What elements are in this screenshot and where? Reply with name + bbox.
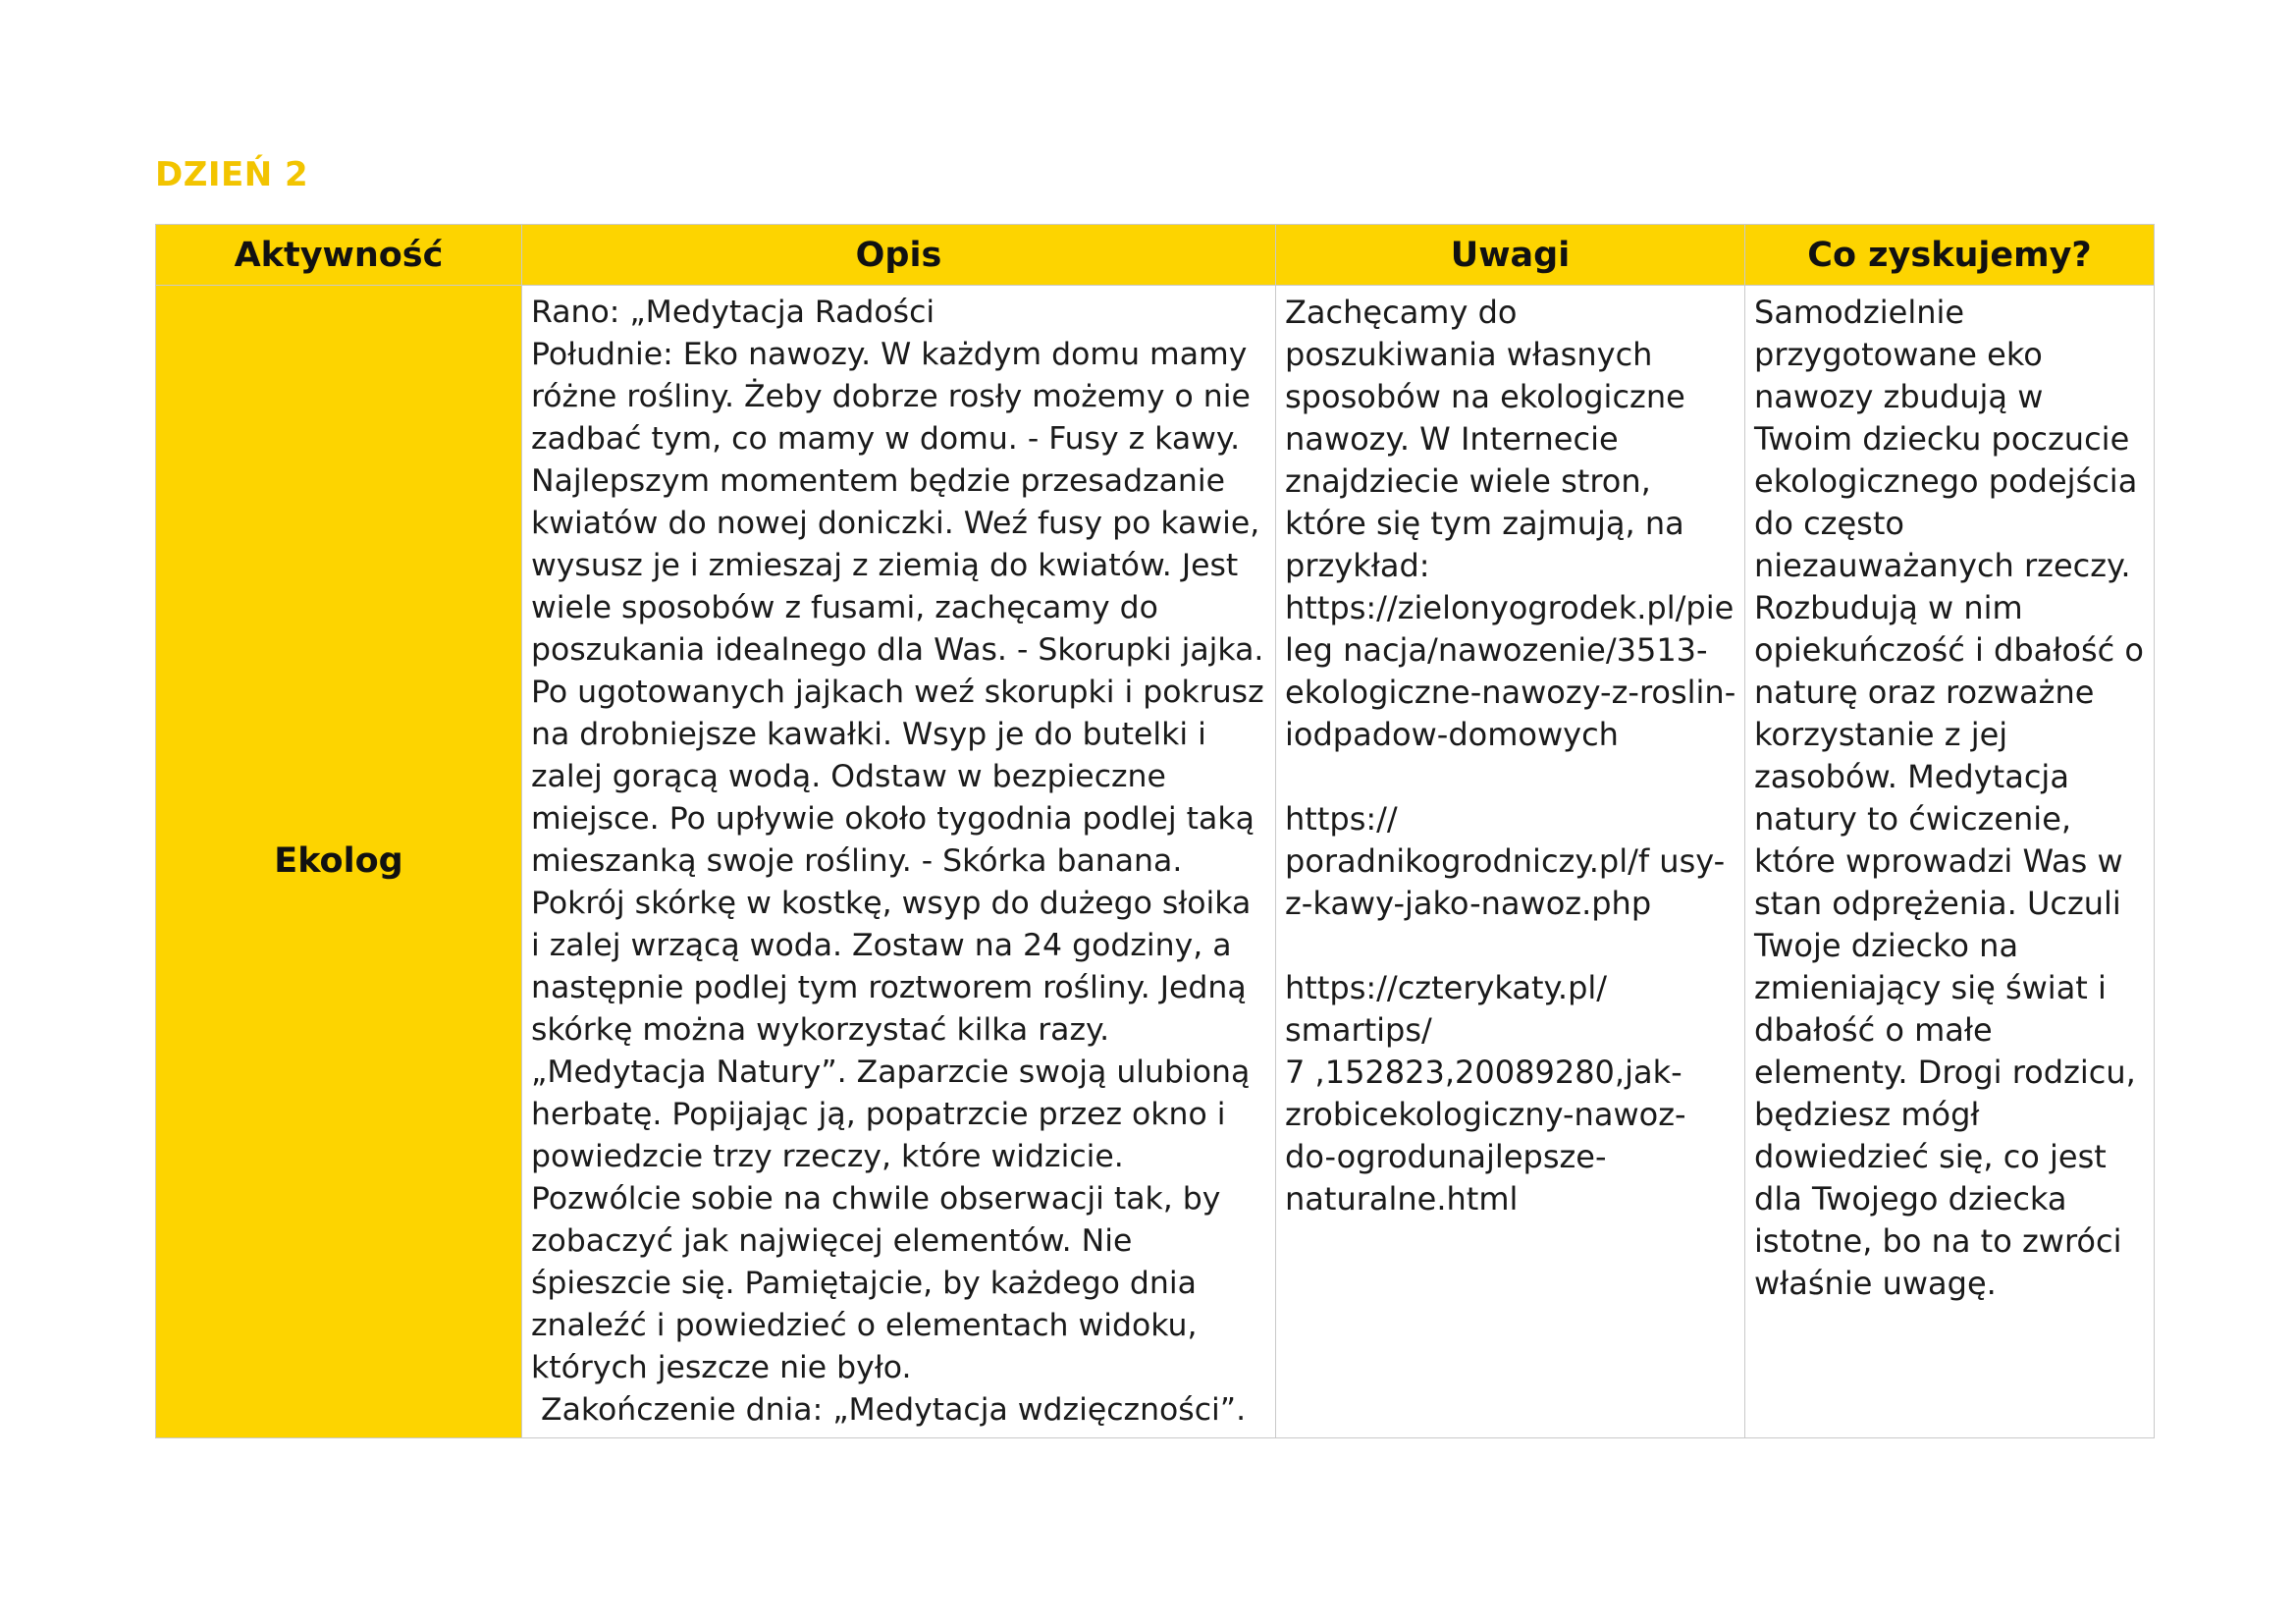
day-title: DZIEŃ 2 <box>155 155 309 194</box>
header-notes: Uwagi <box>1276 225 1745 286</box>
activity-table <box>155 224 2155 1438</box>
description-cell: Rano: „Medytacja Radości Południe: Eko nawozy. W każdym domu mamy różne rośliny. Żeby dobrze rosły możemy o nie zadbać tym, co mamy w domu. - Fusy z kawy. Najlepszym momentem będzie przesadzanie kwiatów do nowej doniczki. Weź fusy po kawie, wysusz je i zmieszaj z ziemią do kwiatów. Jest wiele sposobów z fusami, zachęcamy do poszukania idealnego dla Was. - Skorupki jajka. Po ugotowanych jajkach weź skorupki i pokrusz na drobniejsze kawałki. Wsyp je do butelki i zalej gorącą wodą. Odstaw w bezpieczne miejsce. Po upływie około tygodnia podlej taką mieszanką swoje rośliny. - Skórka banana. Pokrój skórkę w kostkę, wsyp do dużego słoika i zalej wrzącą woda. Zostaw na 24 godziny, a następnie podlej tym roztworem rośliny. Jedną skórkę można wykorzystać kilka razy. „Medytacja Natury”. Zaparzcie swoją ulubioną herbatę. Popijając ją, popatrzcie przez okno i powiedzcie trzy rzeczy, które widzicie. Pozwólcie sobie na chwile obserwacji tak, by zobaczyć jak najwięcej elementów. Nie śpieszcie się. Pamiętajcie, by każdego dnia znaleźć i powiedzieć o elementach widoku, których jeszcze nie było. Zakończenie dnia: „Medytacja wdzięczności”. <box>522 286 1276 1438</box>
notes-cell: Zachęcamy do poszukiwania własnych sposobów na ekologiczne nawozy. W Internecie znajdziecie wiele stron, które się tym zajmują, na przykład: https://zielonyogrodek.pl/pie leg nacja/nawozenie/3513-ekologiczne-nawozy-z-roslin-iodpadow-domowych https:// poradnikogrodniczy.pl/f usy-z-kawy-jako-nawoz.php https://czterykaty.pl/ smartips/ 7 ,152823,20089280,jak-zrobicekologiczny-nawoz-do-ogrodunajlepsze-naturalne.html <box>1276 286 1745 1438</box>
gains-cell: Samodzielnie przygotowane eko nawozy zbudują w Twoim dziecku poczucie ekologicznego podejścia do często niezauważanych rzeczy. Rozbudują w nim opiekuńczość i dbałość o naturę oraz rozważne korzystanie z jej zasobów. Medytacja natury to ćwiczenie, które wprowadzi Was w stan odprężenia. Uczuli Twoje dziecko na zmieniający się świat i dbałość o małe elementy. Drogi rodzicu, będziesz mógł dowiedzieć się, co jest dla Twojego dziecka istotne, bo na to zwróci właśnie uwagę. <box>1745 286 2155 1438</box>
table-row <box>156 286 2155 1438</box>
header-description: Opis <box>522 225 1276 286</box>
header-gains: Co zyskujemy? <box>1745 225 2155 286</box>
activity-cell: Ekolog <box>156 286 522 1438</box>
header-activity: Aktywność <box>156 225 522 286</box>
table-header-row <box>156 225 2155 286</box>
